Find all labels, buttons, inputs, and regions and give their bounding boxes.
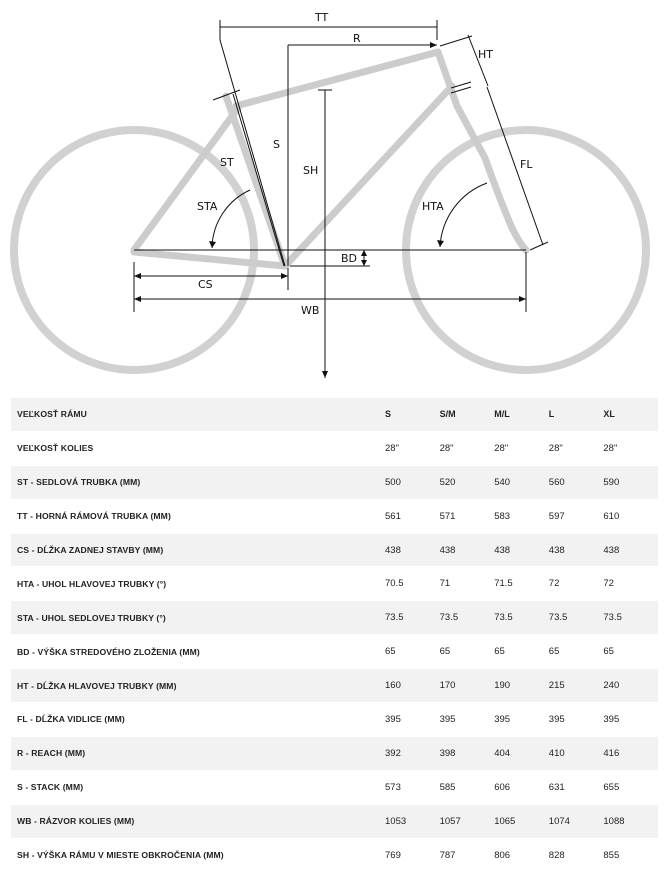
cell-value: 73.5	[549, 601, 604, 635]
cell-value: 500	[385, 465, 440, 499]
size-column-header: S	[385, 398, 440, 431]
row-label: FL - DĹŽKA VIDLICE (MM)	[11, 703, 385, 737]
row-label: SH - VÝŠKA RÁMU V MIESTE OBKROČENIA (MM)	[11, 838, 385, 872]
table-row	[11, 804, 658, 838]
header-label: VEĽKOSŤ RÁMU	[11, 398, 385, 431]
cell-value: 73.5	[440, 601, 495, 635]
cell-value: 392	[385, 736, 440, 770]
cell-value: 70.5	[385, 567, 440, 601]
cell-value: 71	[440, 567, 495, 601]
cell-value: 560	[549, 465, 604, 499]
cell-value: 828	[549, 838, 604, 872]
table-row	[11, 431, 658, 465]
row-label: BD - VÝŠKA STREDOVÉHO ZLOŽENIA (MM)	[11, 635, 385, 669]
label-r: R	[353, 32, 361, 45]
table-row	[11, 533, 658, 567]
cell-value: 73.5	[603, 601, 658, 635]
cell-value: 855	[603, 838, 658, 872]
cell-value: 597	[549, 499, 604, 533]
label-hta: HTA	[422, 200, 444, 213]
cell-value: 395	[549, 703, 604, 737]
cell-value: 65	[385, 635, 440, 669]
cell-value: 606	[494, 770, 549, 804]
cell-value: 438	[440, 533, 495, 567]
table-row	[11, 465, 658, 499]
cell-value: 215	[549, 669, 604, 703]
cell-value: 1088	[603, 804, 658, 838]
row-label: CS - DĹŽKA ZADNEJ STAVBY (MM)	[11, 533, 385, 567]
row-label: S - STACK (MM)	[11, 770, 385, 804]
cell-value: 395	[440, 703, 495, 737]
cell-value: 65	[549, 635, 604, 669]
cell-value: 438	[494, 533, 549, 567]
row-label: WB - RÁZVOR KOLIES (MM)	[11, 804, 385, 838]
cell-value: 73.5	[385, 601, 440, 635]
table-row	[11, 703, 658, 737]
cell-value: 398	[440, 736, 495, 770]
cell-value: 28"	[385, 431, 440, 465]
table-row	[11, 669, 658, 703]
bike-geometry-diagram	[0, 0, 668, 390]
cell-value: 787	[440, 838, 495, 872]
table-row	[11, 635, 658, 669]
row-label: HT - DĹŽKA HLAVOVEJ TRUBKY (MM)	[11, 669, 385, 703]
row-label: R - REACH (MM)	[11, 736, 385, 770]
cell-value: 540	[494, 465, 549, 499]
cell-value: 583	[494, 499, 549, 533]
label-s: S	[273, 138, 280, 151]
dimension-lines	[134, 20, 548, 378]
cell-value: 1065	[494, 804, 549, 838]
label-tt: TT	[315, 11, 329, 24]
row-label: TT - HORNÁ RÁMOVÁ TRUBKA (MM)	[11, 499, 385, 533]
table-header-row	[11, 398, 658, 431]
cell-value: 72	[603, 567, 658, 601]
size-column-header: M/L	[494, 398, 549, 431]
chainstay-tube	[134, 252, 285, 266]
cell-value: 240	[603, 669, 658, 703]
size-column-header: S/M	[440, 398, 495, 431]
cell-value: 73.5	[494, 601, 549, 635]
cell-value: 65	[440, 635, 495, 669]
size-column-header: XL	[603, 398, 658, 431]
label-fl: FL	[520, 158, 533, 171]
table-row	[11, 601, 658, 635]
table-row	[11, 499, 658, 533]
cell-value: 631	[549, 770, 604, 804]
bike-frame	[134, 52, 526, 266]
cell-value: 28"	[549, 431, 604, 465]
cell-value: 395	[385, 703, 440, 737]
cell-value: 170	[440, 669, 495, 703]
cell-value: 72	[549, 567, 604, 601]
size-column-header: L	[549, 398, 604, 431]
geometry-table	[11, 398, 658, 872]
cell-value: 416	[603, 736, 658, 770]
label-ht: HT	[478, 48, 493, 61]
cell-value: 806	[494, 838, 549, 872]
cell-value: 573	[385, 770, 440, 804]
row-label: HTA - UHOL HLAVOVEJ TRUBKY (°)	[11, 567, 385, 601]
cell-value: 561	[385, 499, 440, 533]
cell-value: 1057	[440, 804, 495, 838]
cell-value: 404	[494, 736, 549, 770]
cell-value: 438	[603, 533, 658, 567]
cell-value: 28"	[494, 431, 549, 465]
table-row	[11, 838, 658, 872]
label-cs: CS	[198, 278, 213, 291]
cell-value: 590	[603, 465, 658, 499]
cell-value: 65	[494, 635, 549, 669]
cell-value: 65	[603, 635, 658, 669]
cell-value: 410	[549, 736, 604, 770]
cell-value: 28"	[440, 431, 495, 465]
cell-value: 438	[385, 533, 440, 567]
cell-value: 571	[440, 499, 495, 533]
label-sh: SH	[303, 164, 319, 177]
cell-value: 395	[603, 703, 658, 737]
label-sta: STA	[197, 200, 218, 213]
table-row	[11, 736, 658, 770]
cell-value: 395	[494, 703, 549, 737]
cell-value: 610	[603, 499, 658, 533]
label-bd: BD	[341, 252, 358, 265]
cell-value: 190	[494, 669, 549, 703]
cell-value: 585	[440, 770, 495, 804]
cell-value: 520	[440, 465, 495, 499]
cell-value: 438	[549, 533, 604, 567]
row-label: ST - SEDLOVÁ TRUBKA (MM)	[11, 465, 385, 499]
cell-value: 160	[385, 669, 440, 703]
cell-value: 28"	[603, 431, 658, 465]
label-st: ST	[220, 156, 234, 169]
cell-value: 1074	[549, 804, 604, 838]
table-row	[11, 567, 658, 601]
cell-value: 769	[385, 838, 440, 872]
arrowheads	[134, 42, 526, 378]
cell-value: 1053	[385, 804, 440, 838]
label-wb: WB	[301, 304, 320, 317]
cell-value: 655	[603, 770, 658, 804]
cell-value: 71.5	[494, 567, 549, 601]
row-label: VEĽKOSŤ KOLIES	[11, 431, 385, 465]
row-label: STA - UHOL SEDLOVEJ TRUBKY (°)	[11, 601, 385, 635]
table-row	[11, 770, 658, 804]
top-tube	[236, 52, 438, 106]
